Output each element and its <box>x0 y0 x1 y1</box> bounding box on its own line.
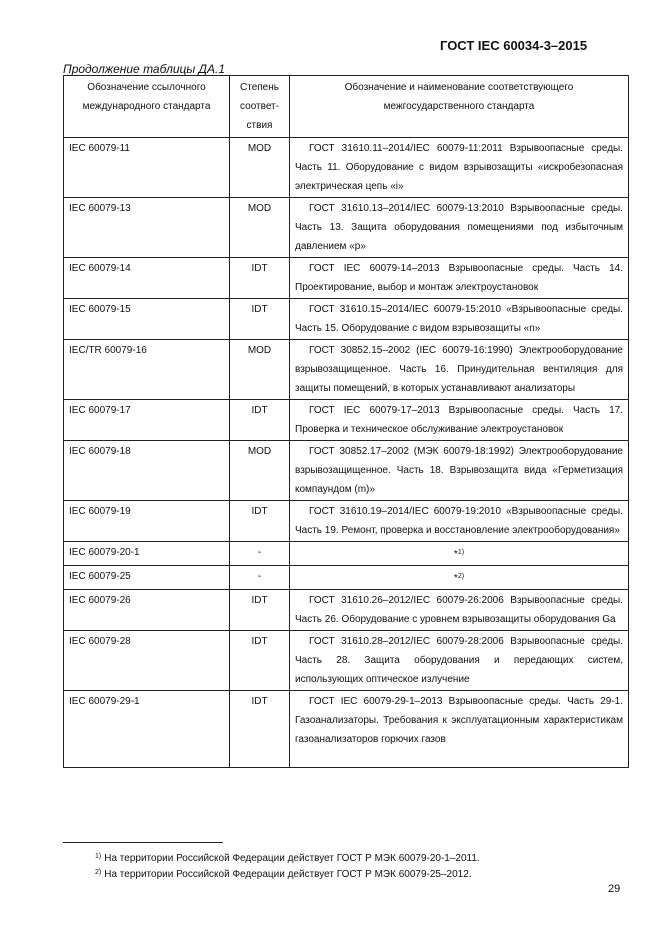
intl-standard-cell: IEC 60079-26 <box>64 590 230 631</box>
page-number: 29 <box>608 883 621 895</box>
degree-cell: IDT <box>230 691 290 768</box>
footnotes <box>95 850 480 882</box>
table-row <box>64 691 629 768</box>
degree-cell: - <box>230 542 290 566</box>
degree-cell: MOD <box>230 441 290 501</box>
degree-cell: - <box>230 566 290 590</box>
degree-cell: MOD <box>230 340 290 400</box>
degree-cell: IDT <box>230 631 290 691</box>
standard-cell: ГОСТ 31610.28–2012/IEC 60079-28:2006 Взрывоопасные среды. Часть 28. Защита оборудования и передающих систем, использующих оптическое излучение <box>290 631 629 691</box>
column-header-interstate-standard: Обозначение и наименование соответствующего межгосударственного стандарта <box>290 76 629 138</box>
standard-cell: ГОСТ IEC 60079-14–2013 Взрывоопасные среды. Часть 14. Проектирование, выбор и монтаж электроустановок <box>290 258 629 299</box>
footnote-reference-cell <box>290 542 629 566</box>
table-row <box>64 441 629 501</box>
column-header-intl-standard: Обозначение ссылочного международного стандарта <box>64 76 230 138</box>
intl-standard-cell: IEC 60079-25 <box>64 566 230 590</box>
footnote-text: На территории Российской Федерации действует ГОСТ Р МЭК 60079-25–2012. <box>104 869 472 880</box>
intl-standard-cell: IEC 60079-17 <box>64 400 230 441</box>
table-row <box>64 258 629 299</box>
table-header-row <box>64 76 629 138</box>
intl-standard-cell: IEC 60079-15 <box>64 299 230 340</box>
reference-table <box>63 75 629 768</box>
table-continuation-label: Продолжение таблицы ДА.1 <box>63 62 226 76</box>
table-row <box>64 198 629 258</box>
footnote-divider <box>63 842 223 843</box>
degree-cell: MOD <box>230 198 290 258</box>
intl-standard-cell: IEC 60079-11 <box>64 138 230 198</box>
table-row <box>64 501 629 542</box>
footnote-asterisk: * <box>453 573 458 584</box>
degree-cell: IDT <box>230 258 290 299</box>
degree-cell: IDT <box>230 501 290 542</box>
table-row <box>64 340 629 400</box>
intl-standard-cell: IEC 60079-29-1 <box>64 691 230 768</box>
intl-standard-cell: IEC 60079-19 <box>64 501 230 542</box>
document-header: ГОСТ IEC 60034-3–2015 <box>440 38 588 53</box>
table-row <box>64 400 629 441</box>
column-header-degree: Степень соответ-ствия <box>230 76 290 138</box>
intl-standard-cell: IEC 60079-20-1 <box>64 542 230 566</box>
table-row <box>64 590 629 631</box>
table-row <box>64 138 629 198</box>
standard-cell: ГОСТ 30852.15–2002 (IEC 60079-16:1990) Электрооборудование взрывозащищенное. Часть 16. Принудительная вентиляция для защиты помещений, в которых устанавливают анализаторы <box>290 340 629 400</box>
standard-cell: ГОСТ IEC 60079-17–2013 Взрывоопасные среды. Часть 17. Проверка и техническое обслуживание электроустановок <box>290 400 629 441</box>
footnote-mark: 2) <box>457 573 465 580</box>
standard-cell: ГОСТ 31610.15–2014/IEC 60079-15:2010 «Взрывоопасные среды. Часть 15. Оборудование с видом взрывозащиты «n» <box>290 299 629 340</box>
footnote-text: На территории Российской Федерации действует ГОСТ Р МЭК 60079-20-1–2011. <box>104 853 480 864</box>
table-row <box>64 566 629 590</box>
footnote-2 <box>95 866 480 882</box>
degree-cell: IDT <box>230 400 290 441</box>
standard-cell: ГОСТ IEC 60079-29-1–2013 Взрывоопасные среды. Часть 29-1. Газоанализаторы. Требования к эксплуатационным характеристикам газоанализаторов горючих газов <box>290 691 629 768</box>
standard-cell: ГОСТ 31610.13–2014/IEC 60079-13:2010 Взрывоопасные среды. Часть 13. Защита оборудования помещениями под избыточным давлением «р» <box>290 198 629 258</box>
intl-standard-cell: IEC 60079-28 <box>64 631 230 691</box>
standard-cell: ГОСТ 31610.26–2012/IEC 60079-26:2006 Взрывоопасные среды. Часть 26. Оборудование с уровнем взрывозащиты оборудования Ga <box>290 590 629 631</box>
degree-cell: IDT <box>230 590 290 631</box>
table-row <box>64 299 629 340</box>
intl-standard-cell: IEC 60079-14 <box>64 258 230 299</box>
degree-cell: MOD <box>230 138 290 198</box>
standard-cell: ГОСТ 31610.11–2014/IEC 60079-11:2011 Взрывоопасные среды. Часть 11. Оборудование с видом взрывозащиты «искробезопасная электрическая цепь «i» <box>290 138 629 198</box>
intl-standard-cell: IEC 60079-13 <box>64 198 230 258</box>
table-row <box>64 631 629 691</box>
degree-cell: IDT <box>230 299 290 340</box>
standard-cell: ГОСТ 30852.17–2002 (МЭК 60079-18:1992) Электрооборудование взрывозащищенное. Часть 18. Взрывозащита вида «Герметизация компаундом (m)» <box>290 441 629 501</box>
footnote-mark: 2) <box>95 869 102 876</box>
footnote-asterisk: * <box>453 549 458 560</box>
footnote-mark: 1) <box>95 853 102 860</box>
footnote-reference-cell <box>290 566 629 590</box>
footnote-1 <box>95 850 480 866</box>
intl-standard-cell: IEC/TR 60079-16 <box>64 340 230 400</box>
table-row <box>64 542 629 566</box>
intl-standard-cell: IEC 60079-18 <box>64 441 230 501</box>
footnote-mark: 1) <box>457 549 465 556</box>
standard-cell: ГОСТ 31610.19–2014/IEC 60079-19:2010 «Взрывоопасные среды. Часть 19. Ремонт, проверка и восстановление электрооборудования» <box>290 501 629 542</box>
